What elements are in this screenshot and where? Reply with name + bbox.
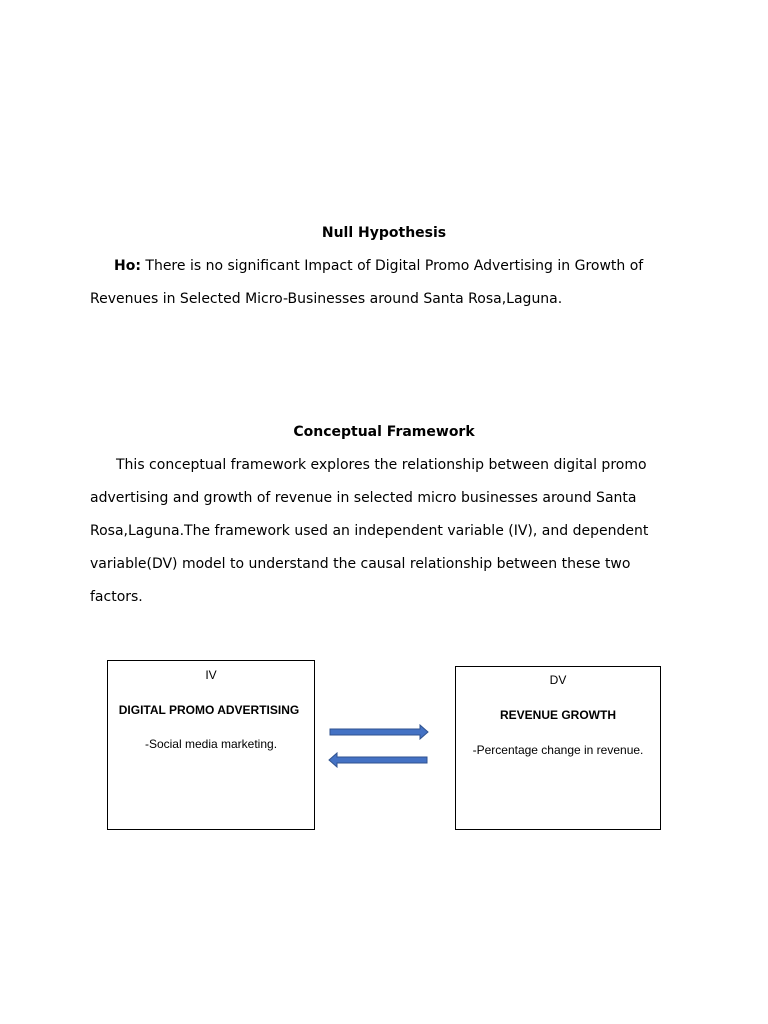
dv-detail: -Percentage change in revenue.: [472, 743, 644, 757]
right-arrow-shape: [330, 725, 428, 739]
dv-box: [455, 666, 661, 830]
conceptual-framework-heading: Conceptual Framework: [293, 424, 475, 440]
null-hypothesis-line-2: Revenues in Selected Micro-Businesses around Santa Rosa,Laguna.: [90, 291, 563, 307]
dv-title: REVENUE GROWTH: [499, 708, 616, 722]
framework-paragraph-line-3: Rosa,Laguna.The framework used an independent variable (IV), and dependent: [90, 523, 649, 539]
right-arrow: [328, 724, 432, 740]
iv-box: [107, 660, 315, 830]
framework-paragraph-line-2: advertising and growth of revenue in selected micro businesses around Santa: [90, 490, 637, 506]
dv-tag: DV: [549, 673, 567, 687]
null-hypothesis-text: There is no significant Impact of Digital Promo Advertising in Growth of: [140, 258, 644, 274]
null-hypothesis-line-1: [114, 257, 643, 275]
left-arrow: [327, 752, 431, 768]
iv-tag: IV: [205, 668, 217, 682]
null-hypothesis-label: Ho:: [114, 258, 141, 274]
framework-paragraph-line-4: variable(DV) model to understand the causal relationship between these two: [90, 556, 631, 572]
null-hypothesis-heading: Null Hypothesis: [321, 225, 447, 241]
framework-paragraph-line-1: This conceptual framework explores the relationship between digital promo: [116, 457, 647, 473]
iv-title: DIGITAL PROMO ADVERTISING: [118, 703, 300, 717]
framework-paragraph-line-5: factors.: [90, 589, 143, 605]
iv-detail: -Social media marketing.: [144, 737, 278, 751]
left-arrow-shape: [329, 753, 427, 767]
